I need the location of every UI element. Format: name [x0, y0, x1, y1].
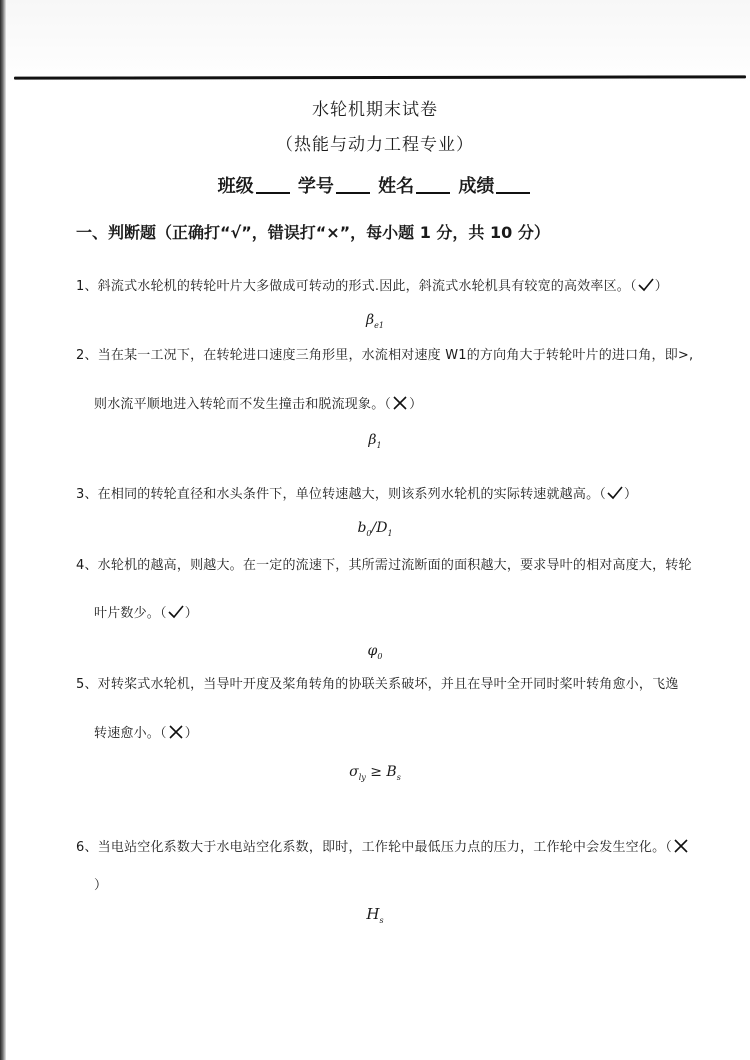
question-text: 水轮机的越高，则越大。在一定的流速下，其所需过流断面的面积越大，要求导叶的相对高度大，转轮: [97, 558, 692, 573]
question-number: 3、: [76, 487, 98, 502]
checkmark-icon: [637, 277, 655, 293]
question-5: [76, 673, 678, 692]
exam-subtitle: （热能与动力工程专业）: [276, 135, 474, 155]
score-label: 成绩: [458, 176, 495, 197]
cross-icon: [167, 724, 185, 740]
score-blank: [496, 192, 530, 194]
formula-beta-1: $\beta_1$: [368, 432, 382, 450]
student-info-row: [0, 172, 750, 198]
student-id-label: 学号: [297, 176, 334, 197]
question-1: 1、斜流式水轮机的转轮叶片大多做成可转动的形式.因此，斜流式水轮机具有较宽的高效率区。（ ）: [76, 279, 668, 294]
name-blank: [416, 192, 450, 194]
question-number: 5、: [76, 677, 98, 692]
question-text: 当电站空化系数大于水电站空化系数，即时，工作轮中最低压力点的压力，工作轮中会发生空化。（: [97, 840, 672, 855]
student-id-blank: [336, 192, 370, 194]
question-6-line-2: ）: [94, 878, 108, 893]
question-number: 2、: [76, 348, 98, 363]
question-3: 3、在相同的转轮直径和水头条件下，单位转速越大，则该系列水轮机的实际转速就越高。（ ）: [76, 487, 638, 502]
cross-icon: [391, 395, 409, 411]
question-4: [76, 554, 692, 573]
question-text: 对转桨式水轮机，当导叶开度及桨角转角的协联关系破坏，并且在导叶全开同时桨叶转角愈小，飞逸: [97, 677, 679, 692]
formula-phi-0: $\varphi_0$: [367, 643, 383, 661]
question-number: 1、: [76, 279, 98, 294]
question-2-line-2: 则水流平顺地进入转轮而不发生撞击和脱流现象。（ ）: [94, 397, 423, 412]
question-4-line-2: 叶片数少。（ ）: [94, 606, 198, 621]
question-6: [76, 836, 690, 855]
question-5-line-2: 转速愈小。（ ）: [94, 726, 198, 741]
checkmark-icon: [606, 485, 624, 501]
class-blank: [256, 192, 290, 194]
question-text: 斜流式水轮机的转轮叶片大多做成可转动的形式.因此，斜流式水轮机具有较宽的高效率区。（: [97, 279, 637, 294]
section-heading-true-false: 一、判断题（正确打“√”，错误打“×”，每小题 1 分，共 10 分）: [76, 223, 550, 242]
question-number: 6、: [76, 840, 98, 855]
formula-h-s: $H_s$: [366, 905, 384, 925]
name-label: 姓名: [378, 176, 415, 197]
formula-sigma-geq-b: $\sigma_{ly} \ge B_s$: [349, 764, 401, 782]
formula-b0-d1: $b_0/D_1$: [357, 520, 393, 538]
exam-title: 水轮机期末试卷: [312, 100, 438, 120]
question-number: 4、: [76, 558, 98, 573]
class-label: 班级: [217, 176, 254, 197]
question-2: [76, 344, 693, 363]
formula-beta-e1: $\beta_{e1}$: [366, 312, 384, 330]
question-text: 在相同的转轮直径和水头条件下，单位转速越大，则该系列水轮机的实际转速就越高。（: [97, 487, 606, 502]
question-text: 当在某一工况下，在转轮进口速度三角形里，水流相对速度 W1的方向角大于转轮叶片的进口角，即>,: [97, 348, 694, 363]
checkmark-icon: [167, 604, 185, 620]
cross-icon: [672, 838, 690, 854]
